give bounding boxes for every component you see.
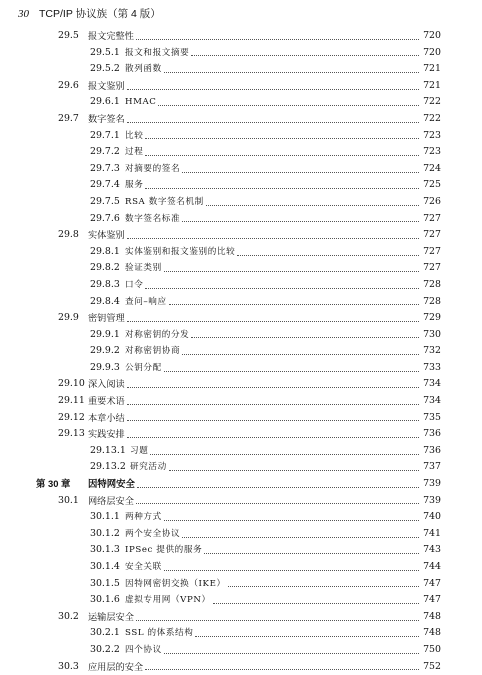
toc-entry[interactable] [0, 642, 482, 659]
toc-entry[interactable] [0, 659, 482, 675]
toc-entry-title-line [130, 459, 419, 476]
toc-entry-title-line [125, 211, 419, 228]
toc-entry-page: 748 [423, 627, 441, 639]
toc-entry-title-line [125, 244, 419, 261]
toc-entry-title-line [125, 177, 419, 194]
toc-entry-title-line [125, 128, 419, 145]
toc-entry[interactable] [0, 592, 482, 609]
dot-leader [164, 271, 419, 272]
toc-entry-page: 720 [423, 30, 441, 41]
toc-entry-title-line [88, 376, 419, 393]
toc-entry-number: 30.1.2 [90, 527, 120, 539]
toc-entry-number: 29.5.2 [90, 63, 120, 75]
page-number: 30 [18, 8, 29, 20]
dot-leader [145, 188, 419, 189]
dot-leader [195, 636, 419, 637]
toc-entry-title: 虚拟专用网（VPN） [125, 595, 211, 606]
toc-entry-page: 721 [423, 63, 441, 75]
dot-leader [237, 255, 419, 256]
toc-entry-page: 728 [423, 278, 441, 290]
toc-entry-title: IPSec 提供的服务 [125, 545, 203, 556]
toc-entry-page: 722 [423, 96, 441, 108]
toc-entry-number: 29.7.1 [90, 129, 120, 141]
dot-leader [136, 620, 419, 621]
toc-entry-title: 对摘要的签名 [125, 163, 181, 174]
toc-entry-title-line [125, 526, 419, 543]
toc-entry-title: 实体鉴别 [88, 230, 125, 241]
toc-entry-page: 748 [423, 610, 441, 622]
toc-entry[interactable] [0, 343, 482, 360]
toc-entry-title-line [125, 559, 419, 576]
toc-entry-title: 过程 [125, 147, 144, 158]
toc-entry-page: 726 [423, 195, 441, 207]
toc-entry-number: 第 30 章 [36, 478, 71, 490]
toc-entry-number: 30.2 [58, 610, 79, 622]
toc-entry-title-line [125, 194, 419, 211]
toc-entry-page: 721 [423, 79, 441, 91]
toc-entry-title: 实践安排 [88, 429, 125, 440]
toc-entry-number: 29.8.3 [90, 278, 120, 290]
toc-entry[interactable] [0, 310, 482, 327]
toc-entry[interactable] [0, 294, 482, 311]
toc-entry-number: 29.5 [58, 30, 79, 41]
toc-entry-title-line [88, 227, 419, 244]
toc-entry-title-line [125, 592, 419, 609]
toc-entry-number: 29.9.2 [90, 345, 120, 357]
toc-entry-title-line [88, 78, 419, 95]
toc-entry-title-line [88, 410, 419, 427]
toc-entry-number: 29.9 [58, 312, 79, 324]
toc-entry-number: 29.13 [58, 428, 85, 440]
dot-leader [164, 371, 419, 372]
dot-leader [136, 39, 419, 40]
toc-entry-title: SSL 的体系结构 [125, 628, 194, 639]
toc-entry[interactable] [0, 277, 482, 294]
toc-entry-title-line [88, 659, 419, 675]
toc-entry-title-line [125, 94, 419, 111]
toc-entry-page: 727 [423, 262, 441, 274]
toc-entry[interactable] [0, 509, 482, 526]
dot-leader [127, 437, 419, 438]
toc-entry-number: 29.11 [58, 395, 85, 407]
dot-leader [137, 487, 419, 488]
toc-entry-number: 30.2.1 [90, 627, 120, 639]
dot-leader [169, 470, 419, 471]
dot-leader [127, 404, 419, 405]
toc-entry-page: 736 [423, 444, 441, 456]
toc-entry[interactable] [0, 360, 482, 377]
toc-entry-number: 29.7.6 [90, 212, 120, 224]
toc-entry-page: 747 [423, 577, 441, 589]
toc-entry-title-line [125, 625, 419, 642]
toc-entry-title-line [125, 343, 419, 360]
toc-entry-title: 因特网安全 [88, 478, 135, 490]
toc-entry-title: 实体鉴别和报文鉴别的比较 [125, 246, 236, 257]
toc-entry-number: 30.3 [58, 660, 79, 672]
toc-entry-title: 公钥分配 [125, 362, 162, 373]
toc-entry-number: 29.5.1 [90, 46, 120, 58]
toc-entry-number: 29.9.3 [90, 361, 120, 373]
dot-leader [213, 603, 419, 604]
toc-entry[interactable] [0, 443, 482, 460]
dot-leader [150, 454, 419, 455]
table-of-contents [0, 28, 482, 675]
toc-entry-number: 29.7.5 [90, 195, 120, 207]
dot-leader [145, 669, 419, 670]
toc-entry-title: 两种方式 [125, 512, 162, 523]
toc-entry[interactable] [0, 128, 482, 145]
toc-entry-title-line [125, 576, 419, 593]
toc-entry-number: 30.2.2 [90, 643, 120, 655]
dot-leader [169, 304, 419, 305]
toc-entry-page: 734 [423, 395, 441, 407]
toc-entry-title-line [88, 393, 419, 410]
toc-entry[interactable] [0, 559, 482, 576]
toc-entry-page: 736 [423, 428, 441, 440]
toc-entry-title: 网络层安全 [88, 495, 134, 506]
toc-entry-number: 30.1 [58, 494, 79, 506]
toc-entry[interactable] [0, 194, 482, 211]
toc-entry-title: 数字签名 [88, 113, 125, 124]
toc-entry-page: 732 [423, 345, 441, 357]
toc-entry-page: 727 [423, 229, 441, 241]
toc-entry-title: 应用层的安全 [88, 661, 144, 672]
dot-leader [145, 288, 419, 289]
page-header [18, 6, 161, 22]
toc-entry-title-line [88, 111, 419, 128]
toc-entry-title: 查问–响应 [125, 296, 167, 307]
toc-entry-title: 习题 [130, 445, 149, 456]
toc-entry-title-line [125, 509, 419, 526]
toc-entry-page: 723 [423, 129, 441, 141]
toc-entry-page: 725 [423, 179, 441, 191]
toc-entry-number: 29.8.1 [90, 245, 120, 257]
toc-entry-page: 733 [423, 361, 441, 373]
toc-entry-title-line [88, 609, 419, 626]
toc-entry-page: 722 [423, 112, 441, 124]
toc-entry[interactable] [0, 609, 482, 626]
dot-leader [164, 570, 419, 571]
toc-entry[interactable] [0, 177, 482, 194]
toc-entry-page: 727 [423, 212, 441, 224]
toc-entry[interactable] [0, 111, 482, 128]
toc-entry-title-line [125, 45, 419, 62]
toc-entry-title-line [125, 327, 419, 344]
toc-entry-title: 重要术语 [88, 396, 125, 407]
toc-entry-title: 报文鉴别 [88, 80, 125, 91]
toc-entry[interactable] [0, 542, 482, 559]
toc-entry-page: 737 [423, 461, 441, 473]
toc-entry-page: 747 [423, 594, 441, 606]
toc-entry-number: 29.7.4 [90, 179, 120, 191]
dot-leader [182, 354, 419, 355]
toc-entry-title: 因特网密钥交换（IKE） [125, 578, 226, 589]
toc-entry[interactable] [0, 161, 482, 178]
toc-entry-title-line [88, 493, 419, 510]
dot-leader [191, 55, 419, 56]
book-title: TCP/IP 协议族（第 4 版） [39, 8, 161, 20]
toc-entry-title-line [130, 443, 419, 460]
toc-entry-page: 744 [423, 561, 441, 572]
toc-entry[interactable] [0, 144, 482, 161]
toc-entry-page: 741 [423, 527, 441, 539]
toc-entry-title-line [125, 542, 419, 559]
toc-entry-page: 720 [423, 46, 441, 58]
toc-entry-page: 729 [423, 312, 441, 324]
toc-entry-page: 743 [423, 544, 441, 556]
toc-entry-number: 29.8.2 [90, 262, 120, 274]
toc-entry-title: 深入阅读 [88, 379, 125, 390]
toc-entry-number: 29.7.3 [90, 162, 120, 174]
dot-leader [182, 537, 419, 538]
dot-leader [127, 89, 419, 90]
toc-entry-title: 本章小结 [88, 412, 125, 423]
dot-leader [127, 321, 419, 322]
toc-entry[interactable] [0, 393, 482, 410]
toc-entry-number: 29.6.1 [90, 96, 120, 108]
toc-entry-number: 29.10 [58, 378, 85, 390]
dot-leader [182, 221, 419, 222]
toc-entry[interactable] [0, 410, 482, 427]
toc-entry-title-line [125, 260, 419, 277]
toc-entry[interactable] [0, 327, 482, 344]
toc-entry-page: 752 [423, 660, 441, 672]
toc-entry[interactable] [0, 476, 482, 493]
toc-entry[interactable] [0, 28, 482, 45]
dot-leader [204, 553, 419, 554]
toc-entry-page: 727 [423, 245, 441, 257]
dot-leader [145, 155, 419, 156]
dot-leader [164, 653, 419, 654]
toc-entry[interactable] [0, 459, 482, 476]
toc-entry-number: 30.1.3 [90, 544, 120, 556]
toc-entry-number: 29.8.4 [90, 295, 120, 307]
toc-entry-number: 30.1.1 [90, 511, 120, 523]
toc-entry-title-line [125, 61, 419, 78]
dot-leader [136, 503, 419, 504]
toc-entry[interactable] [0, 376, 482, 393]
toc-entry-title: 报文和报文摘要 [125, 47, 190, 58]
toc-entry-title: 散列函数 [125, 64, 162, 75]
toc-entry-page: 728 [423, 295, 441, 307]
toc-entry-page: 723 [423, 146, 441, 158]
toc-entry-title: 报文完整性 [88, 31, 134, 41]
dot-leader [127, 420, 419, 421]
toc-entry-page: 724 [423, 162, 441, 174]
toc-entry-number: 29.6 [58, 79, 79, 91]
toc-entry-number: 30.1.5 [90, 577, 120, 589]
toc-entry-number: 30.1.4 [90, 561, 120, 572]
toc-entry-number: 29.7 [58, 112, 79, 124]
toc-entry-title: 密钥管理 [88, 313, 125, 324]
toc-entry-number: 29.7.2 [90, 146, 120, 158]
toc-entry-title: 对称密钥的分发 [125, 329, 190, 340]
toc-entry-title-line [125, 642, 419, 659]
toc-entry-title-line [125, 360, 419, 377]
toc-entry[interactable] [0, 94, 482, 111]
dot-leader [158, 105, 419, 106]
toc-entry-number: 30.1.6 [90, 594, 120, 606]
dot-leader [127, 238, 419, 239]
toc-entry-title: 安全关联 [125, 562, 162, 572]
toc-entry-number: 29.9.1 [90, 328, 120, 340]
toc-entry-number: 29.8 [58, 229, 79, 241]
toc-entry-page: 750 [423, 643, 441, 655]
toc-entry[interactable] [0, 45, 482, 62]
toc-entry-title-line [88, 28, 419, 45]
toc-entry-title: 验证类别 [125, 263, 162, 274]
toc-entry-title: 数字签名标准 [125, 213, 181, 224]
toc-entry-title: HMAC [125, 97, 157, 108]
toc-entry-title: 服务 [125, 180, 144, 191]
toc-entry-title-line [88, 476, 419, 493]
dot-leader [127, 387, 419, 388]
dot-leader [127, 122, 419, 123]
toc-entry[interactable] [0, 576, 482, 593]
toc-entry-page: 734 [423, 378, 441, 390]
toc-entry-title: 比较 [125, 130, 144, 141]
toc-entry[interactable] [0, 227, 482, 244]
dot-leader [191, 337, 419, 338]
toc-entry[interactable] [0, 61, 482, 78]
toc-entry-title-line [125, 277, 419, 294]
toc-entry-title: 对称密钥协商 [125, 346, 181, 357]
dot-leader [206, 205, 419, 206]
toc-entry-title: 运输层安全 [88, 611, 134, 622]
toc-entry-title: RSA 数字签名机制 [125, 196, 204, 207]
dot-leader [145, 138, 419, 139]
dot-leader [164, 72, 419, 73]
toc-entry-page: 739 [423, 478, 441, 490]
toc-entry-title: 口令 [125, 279, 144, 290]
toc-entry-title-line [125, 161, 419, 178]
toc-entry-title-line [125, 144, 419, 161]
toc-entry[interactable] [0, 260, 482, 277]
toc-entry-title: 两个安全协议 [125, 528, 181, 539]
toc-entry-page: 735 [423, 411, 441, 423]
toc-entry-number: 29.13.1 [90, 444, 126, 456]
toc-entry-number: 29.12 [58, 411, 85, 423]
toc-entry[interactable] [0, 211, 482, 228]
toc-entry-page: 730 [423, 328, 441, 340]
toc-entry-title-line [88, 426, 419, 443]
toc-entry-title: 四个协议 [125, 644, 162, 655]
toc-entry-page: 740 [423, 511, 441, 523]
toc-entry-page: 739 [423, 494, 441, 506]
toc-entry[interactable] [0, 625, 482, 642]
toc-entry-title-line [88, 310, 419, 327]
toc-entry[interactable] [0, 244, 482, 261]
toc-entry[interactable] [0, 493, 482, 510]
dot-leader [228, 586, 419, 587]
dot-leader [182, 172, 419, 173]
toc-entry[interactable] [0, 78, 482, 95]
toc-entry-number: 29.13.2 [90, 461, 126, 473]
toc-entry-title-line [125, 294, 419, 311]
toc-entry-title: 研究活动 [130, 462, 167, 473]
toc-entry[interactable] [0, 526, 482, 543]
toc-entry[interactable] [0, 426, 482, 443]
dot-leader [164, 520, 419, 521]
